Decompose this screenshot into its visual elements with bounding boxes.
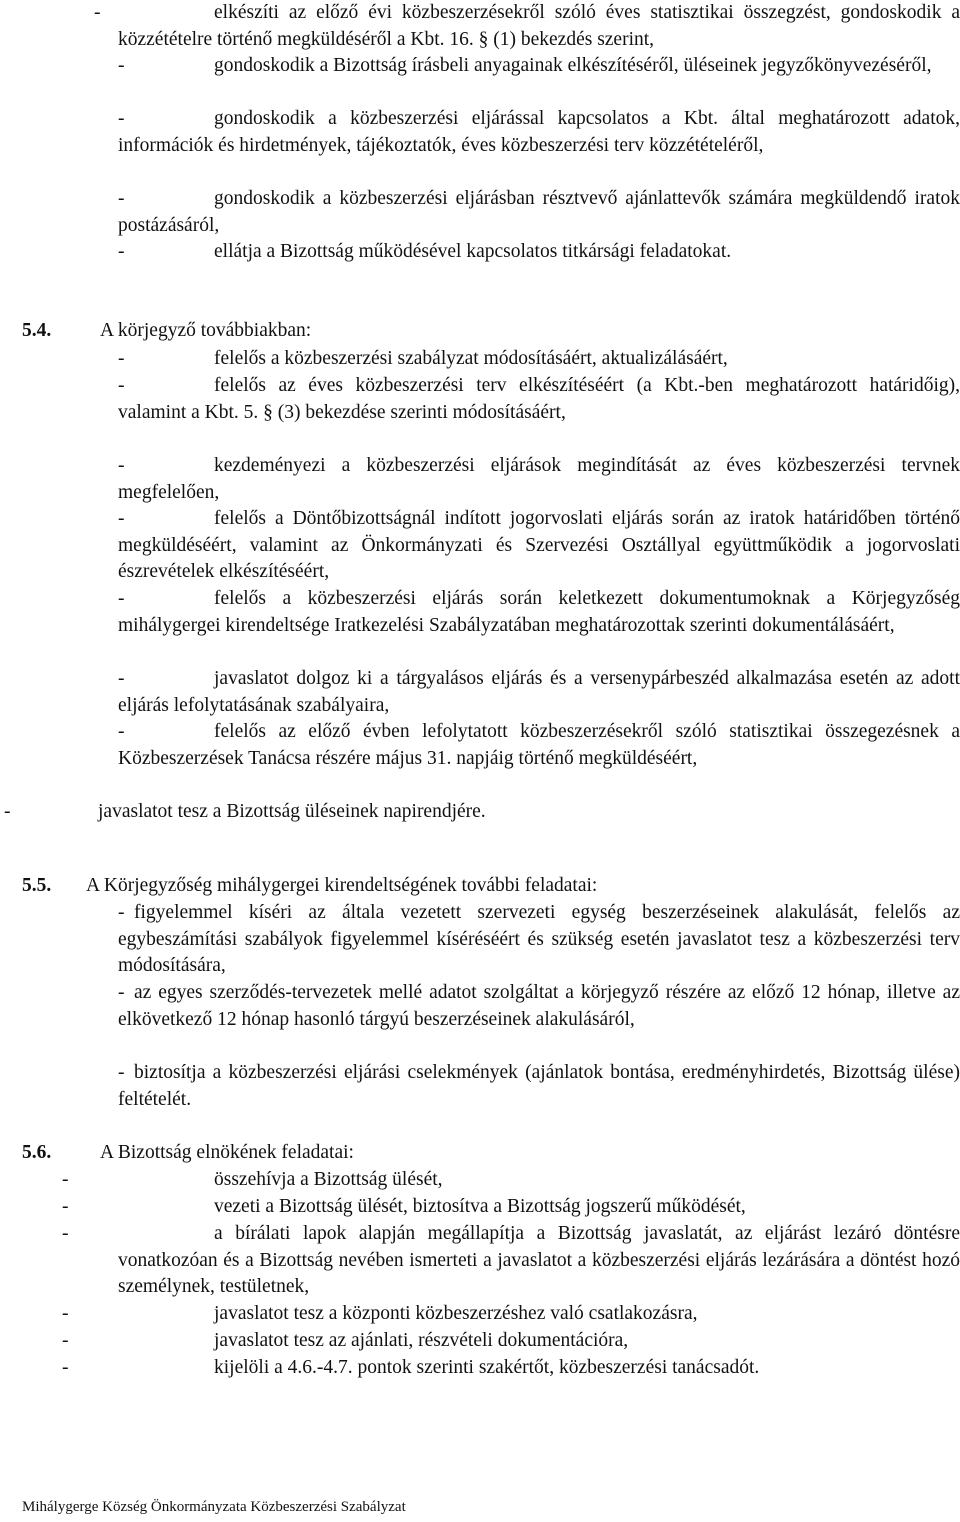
list-item <box>0 1167 960 1194</box>
list-item <box>0 506 960 586</box>
section-number: 5.4. <box>22 320 52 341</box>
section-title: A körjegyző továbbiakban: <box>100 320 312 341</box>
section-5-5 <box>0 873 960 1113</box>
list-item <box>0 346 960 373</box>
list-item-text: felelős a közbeszerzési eljárás során keletkezett dokumentumoknak a Körjegyzőség mihálygergei kirendeltsége Iratkezelési Szabályzatában meghatározottak szerinti dokumentálásáért, <box>118 588 960 636</box>
list-item-text: a bírálati lapok alapján megállapítja a Bizottság javaslatát, az eljárást lezáró döntésre vonatkozóan és a Bizottság nevében ismerteti a javaslatot a közbeszerzési eljárás lezárására a döntést hozó személynek, testületnek, <box>118 1223 960 1298</box>
list-item-text: figyelemmel kíséri az általa vezetett szervezeti egység beszerzéseinek alakulását, felelős az egybeszámítási szabályok figyelemmel kíséréséért és szükség esetén javaslatot tesz a közbeszerzési terv módosítására, <box>118 902 960 977</box>
list-item <box>0 1355 960 1382</box>
list-dash: - <box>118 508 125 529</box>
list-item-text: az egyes szerződés-tervezetek mellé adatot szolgáltat a körjegyző részére az előző 12 hónap, illetve az elkövetkező 12 hónap hasonló tárgyú beszerzéseinek alakulásáról, <box>118 982 960 1030</box>
list-dash: - <box>118 668 125 689</box>
list-dash: - <box>62 1223 69 1244</box>
list-item-text: gondoskodik a közbeszerzési eljárásban résztvevő ajánlattevők számára megküldendő iratok postázásáról, <box>118 188 960 236</box>
list-item <box>0 799 960 826</box>
list-item-text: felelős a Döntőbizottságnál indított jogorvoslati eljárás során az iratok határidőben történő megküldéséért, valamint az Önkormányzati és Szervezési Osztállyal együttműködik a jogorvoslati észrevételek elkészítéséért, <box>118 508 960 583</box>
list-dash: - <box>118 588 125 609</box>
list-item-text: gondoskodik a Bizottság írásbeli anyagainak elkészítéséről, üléseinek jegyzőkönyvezéséről, <box>214 55 932 76</box>
list-item <box>0 1221 960 1301</box>
list-item <box>0 586 960 666</box>
list-dash: - <box>94 2 101 23</box>
list-dash: - <box>118 188 125 209</box>
list-dash: - <box>118 55 125 76</box>
list-dash: - <box>118 982 125 1003</box>
list-item-text: elkészíti az előző évi közbeszerzésekről szóló éves statisztikai összegzést, gondoskodik a közzétételre történő megküldéséről a Kbt. 16. § (1) bekezdés szerint, <box>118 2 960 50</box>
list-item-text: összehívja a Bizottság ülését, <box>214 1169 443 1190</box>
section-number: 5.5. <box>22 875 52 896</box>
section-header <box>0 318 960 346</box>
list-item <box>0 719 960 799</box>
list-item-text: kijelöli a 4.6.-4.7. pontok szerinti szakértőt, közbeszerzési tanácsadót. <box>214 1357 760 1378</box>
section-header <box>0 1140 960 1167</box>
list-item <box>0 373 960 453</box>
list-item-text: javaslatot tesz a központi közbeszerzéshez való csatlakozásra, <box>214 1303 698 1324</box>
list-item-text: ellátja a Bizottság működésével kapcsolatos titkársági feladatokat. <box>214 241 732 262</box>
section-number: 5.6. <box>22 1142 52 1163</box>
list-dash: - <box>118 348 125 369</box>
section-5-6 <box>0 1140 960 1382</box>
list-dash: - <box>62 1303 69 1324</box>
list-dash: - <box>62 1357 69 1378</box>
section-title: A Körjegyzőség mihálygergei kirendeltségének további feladatai: <box>86 875 598 896</box>
list-dash: - <box>118 455 125 476</box>
list-item <box>0 453 960 506</box>
list-item <box>0 1060 960 1113</box>
section-header <box>0 873 960 900</box>
list-dash: - <box>118 721 125 742</box>
list-item <box>0 1328 960 1355</box>
list-dash: - <box>62 1169 69 1190</box>
list-item <box>0 53 960 106</box>
section-5-4 <box>0 318 960 826</box>
list-dash: - <box>62 1196 69 1217</box>
list-item-text: javaslatot dolgoz ki a tárgyalásos eljárás és a versenypárbeszéd alkalmazása esetén az adott eljárás lefolytatásának szabályaira, <box>118 668 960 716</box>
intro-list <box>0 0 960 266</box>
list-item-text: vezeti a Bizottság ülését, biztosítva a Bizottság jogszerű működését, <box>214 1196 746 1217</box>
list-item-text: gondoskodik a közbeszerzési eljárással kapcsolatos a Kbt. által meghatározott adatok, információk és hirdetmények, tájékoztatók, éves közbeszerzési terv közzétételéről, <box>118 108 960 156</box>
list-item-text: kezdeményezi a közbeszerzési eljárások megindítását az éves közbeszerzési tervnek megfelelően, <box>118 455 960 503</box>
list-item-text: felelős a közbeszerzési szabályzat módosításáért, aktualizálásáért, <box>214 348 728 369</box>
list-dash: - <box>118 375 125 396</box>
list-item <box>0 106 960 186</box>
list-item <box>0 666 960 719</box>
list-item <box>0 0 960 53</box>
page-footer: Mihálygerge Község Önkormányzata Közbeszerzési Szabályzat <box>22 1499 406 1515</box>
list-dash: - <box>118 1062 125 1083</box>
list-item-text: felelős az éves közbeszerzési terv elkészítéséért (a Kbt.-ben meghatározott határidőig), valamint a Kbt. 5. § (3) bekezdése szerinti módosításáért, <box>118 375 960 423</box>
list-dash: - <box>118 902 125 923</box>
list-item-text: felelős az előző évben lefolytatott közbeszerzésekről szóló statisztikai összegezésnek a Közbeszerzések Tanácsa részére május 31. napjáig történő megküldéséért, <box>118 721 960 769</box>
list-item <box>0 980 960 1060</box>
list-item <box>0 900 960 980</box>
list-item <box>0 1194 960 1221</box>
list-item <box>0 186 960 239</box>
list-dash: - <box>4 801 11 822</box>
list-item <box>0 239 960 266</box>
section-title: A Bizottság elnökének feladatai: <box>100 1142 354 1163</box>
list-item-text: javaslatot tesz az ajánlati, részvételi dokumentációra, <box>214 1330 629 1351</box>
list-dash: - <box>62 1330 69 1351</box>
list-item <box>0 1301 960 1328</box>
list-item-text: biztosítja a közbeszerzési eljárási cselekmények (ajánlatok bontása, eredményhirdetés, Bizottság ülése) feltételét. <box>118 1062 960 1110</box>
list-dash: - <box>118 108 125 129</box>
list-dash: - <box>118 241 125 262</box>
list-item-text: javaslatot tesz a Bizottság üléseinek napirendjére. <box>98 801 486 822</box>
